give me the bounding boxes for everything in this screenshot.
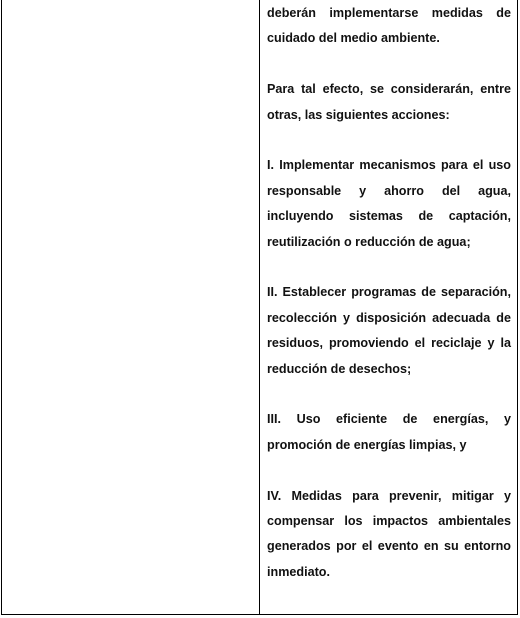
paragraph-item-iv: IV. Medidas para prevenir, mitigar y compensar los impactos ambientales generados por el evento en su entorno inmediato.	[267, 488, 511, 579]
document-table	[1, 0, 518, 615]
paragraph-item-i: I. Implementar mecanismos para el uso responsable y ahorro del agua, incluyendo sistemas de captación, reutilización o reducción de agua;	[267, 158, 511, 249]
cell-text-content	[267, 1, 511, 585]
table-cell-left	[2, 0, 260, 614]
table-cell-right	[260, 0, 517, 614]
paragraph-intro: deberán implementarse medidas de cuidado del medio ambiente.	[267, 6, 511, 46]
paragraph-item-ii: II. Establecer programas de separación, recolección y disposición adecuada de residuos, promoviendo el reciclaje y la reducción de desechos;	[267, 285, 511, 376]
paragraph-actions-lead: Para tal efecto, se considerarán, entre otras, las siguientes acciones:	[267, 82, 511, 122]
paragraph-item-iii: III. Uso eficiente de energías, y promoción de energías limpias, y	[267, 412, 511, 452]
